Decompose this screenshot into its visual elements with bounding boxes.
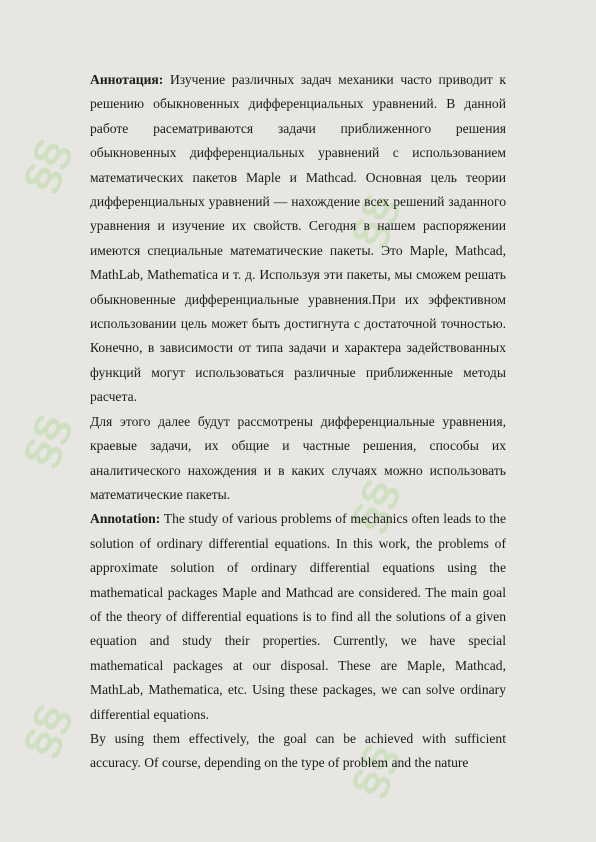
watermark-mark: §§ [340, 737, 407, 804]
annotation-ru-paragraph-2: Для этого далее будут рассмотрены дифференциальные уравнения, краевые задачи, их общие и частные решения, способы их аналитического нахождения и в каких случаях можно использовать математические пакеты. [90, 413, 506, 502]
annotation-en-paragraph-2: By using them effectively, the goal can be achieved with sufficient accuracy. Of course, depending on the type of problem and the nature [90, 730, 506, 771]
watermark-mark: §§ [12, 407, 79, 474]
watermark-mark: §§ [340, 472, 407, 539]
watermark-mark: §§ [12, 132, 79, 199]
annotation-label-ru: Аннотация: [90, 72, 164, 87]
annotation-label-en: Annotation: [90, 511, 161, 527]
article-body [90, 68, 506, 776]
watermark-mark: §§ [340, 187, 407, 254]
watermark-mark: §§ [12, 697, 79, 764]
annotation-en-paragraph-1: The study of various problems of mechanics often leads to the solution of ordinary differential equations. In this work, the problems of approximate solution of ordinary differential equations using the mathematical packages Maple and Mathcad are considered. The main goal of the theory of differential equations is to find all the solutions of a given equation and study their properties. Currently, we have special mathematical packages at our disposal. These are Maple, Mathcad, MathLab, Mathematica, etc. Using these packages, we can solve ordinary differential equations. [90, 511, 506, 722]
annotation-ru [90, 68, 506, 410]
annotation-en [90, 507, 506, 727]
annotation-ru-paragraph-1: Изучение различных задач механики часто приводит к решению обыкновенных дифференциальных уравнений. В данной работе расематриваются задачи приближенного решения обыкновенных дифференциальных уравнений с использованием математических пакетов Maple и Mathcad. Основная цель теории дифференциальных уравнений — нахождение всех решений заданного уравнения и изучение их свойств. Сегодня в нашем распоряжении имеются специальные математические пакеты. Это Maple, Mathcad, MathLab, Mathematica и т. д. Используя эти пакеты, мы сможем решать обыкновенные дифференциальные уравнения.При их эффективном использовании цель может быть достигнута с достаточной точностью. Конечно, в зависимости от типа задачи и характера задействованных функций могут использоваться различные приближенные методы расчета. [90, 72, 506, 405]
